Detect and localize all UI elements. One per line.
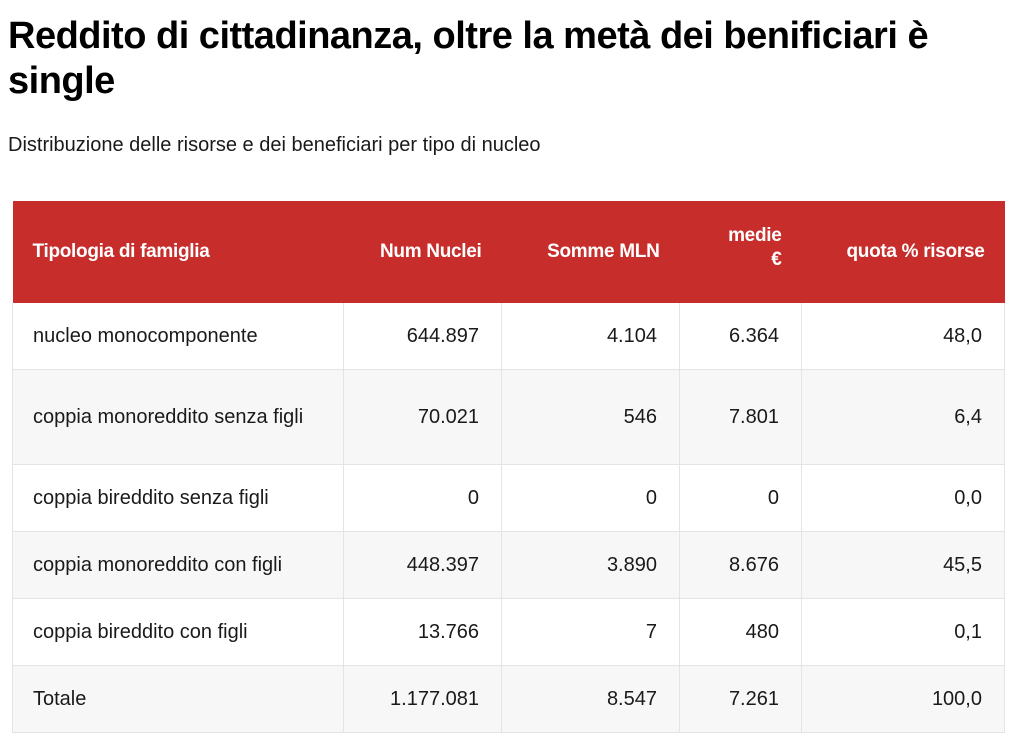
cell-num-nuclei: 13.766 xyxy=(344,599,502,666)
cell-quota: 6,4 xyxy=(802,370,1005,465)
table-header xyxy=(13,201,1005,303)
table-row xyxy=(13,370,1005,465)
cell-num-nuclei: 644.897 xyxy=(344,303,502,370)
table-row xyxy=(13,532,1005,599)
cell-quota: 100,0 xyxy=(802,666,1005,733)
cell-medie: 0 xyxy=(680,465,802,532)
cell-num-nuclei: 448.397 xyxy=(344,532,502,599)
cell-quota: 45,5 xyxy=(802,532,1005,599)
cell-medie: 8.676 xyxy=(680,532,802,599)
cell-quota: 0,0 xyxy=(802,465,1005,532)
cell-num-nuclei: 1.177.081 xyxy=(344,666,502,733)
header-quota-risorse[interactable]: quota % risorse xyxy=(802,201,1005,303)
table-row xyxy=(13,465,1005,532)
cell-somme-mln: 4.104 xyxy=(502,303,680,370)
table-body xyxy=(13,303,1005,733)
cell-somme-mln: 0 xyxy=(502,465,680,532)
page-title: Reddito di cittadinanza, oltre la metà dei benificiari è single xyxy=(8,15,929,102)
cell-tipologia: coppia bireddito senza figli xyxy=(13,465,344,532)
cell-somme-mln: 546 xyxy=(502,370,680,465)
cell-somme-mln: 8.547 xyxy=(502,666,680,733)
cell-num-nuclei: 0 xyxy=(344,465,502,532)
cell-tipologia: coppia monoreddito senza figli xyxy=(13,370,344,465)
header-tipologia[interactable]: Tipologia di famiglia xyxy=(13,201,344,303)
table-row xyxy=(13,599,1005,666)
data-table xyxy=(12,201,1005,733)
cell-medie: 7.801 xyxy=(680,370,802,465)
header-medie-unit: € xyxy=(771,249,782,270)
cell-medie: 7.261 xyxy=(680,666,802,733)
cell-tipologia: coppia monoreddito con figli xyxy=(13,532,344,599)
cell-quota: 0,1 xyxy=(802,599,1005,666)
cell-medie: 6.364 xyxy=(680,303,802,370)
cell-quota: 48,0 xyxy=(802,303,1005,370)
header-medie[interactable] xyxy=(680,201,802,303)
header-num-nuclei[interactable]: Num Nuclei xyxy=(344,201,502,303)
cell-tipologia: nucleo monocomponente xyxy=(13,303,344,370)
table-row-totale xyxy=(13,666,1005,733)
cell-tipologia: Totale xyxy=(13,666,344,733)
cell-num-nuclei: 70.021 xyxy=(344,370,502,465)
cell-somme-mln: 7 xyxy=(502,599,680,666)
cell-tipologia: coppia bireddito con figli xyxy=(13,599,344,666)
table-row xyxy=(13,303,1005,370)
page-subtitle: Distribuzione delle risorse e dei beneficiari per tipo di nucleo xyxy=(8,134,541,156)
header-somme-mln[interactable]: Somme MLN xyxy=(502,201,680,303)
header-row xyxy=(13,201,1005,303)
header-medie-label: medie xyxy=(728,225,782,246)
cell-somme-mln: 3.890 xyxy=(502,532,680,599)
cell-medie: 480 xyxy=(680,599,802,666)
